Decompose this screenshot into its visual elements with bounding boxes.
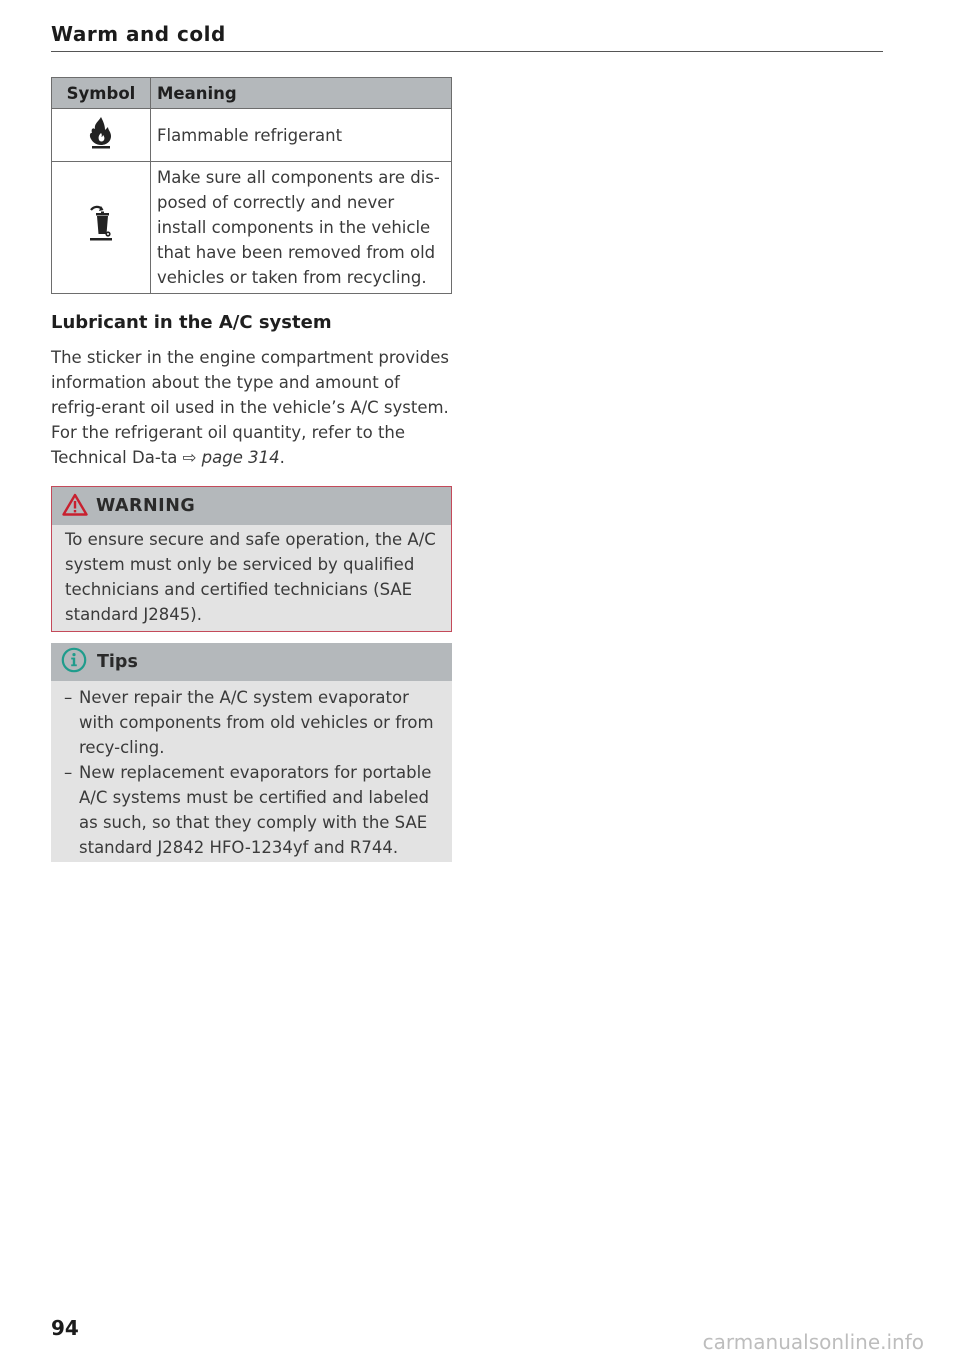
tip-text: New replacement evaporators for portable A/C systems must be certified and labeled as such, so that they comply with the SAE standard J2842 HFO-1234yf and R744. [79, 763, 432, 857]
tips-header [51, 643, 452, 681]
table-header-row [52, 78, 452, 109]
info-circle-icon [61, 647, 87, 677]
header-divider [51, 51, 883, 52]
list-bullet: – [64, 688, 73, 707]
warning-box [51, 486, 452, 632]
list-bullet: – [64, 763, 73, 782]
watermark: carmanualsonline.info [702, 1330, 924, 1354]
page-number: 94 [51, 1316, 79, 1340]
lubricant-body-text: The sticker in the engine compartment provides information about the type and amount of refrig-erant oil used in the vehicle’s A/C system. For the refrigerant oil quantity, refer to the Technical Da-ta [51, 348, 449, 467]
tips-list [51, 681, 452, 862]
tip-text: Never repair the A/C system evaporator with components from old vehicles or from recy-cling. [79, 688, 434, 757]
symbol-cell [52, 109, 151, 162]
column-header-meaning: Meaning [151, 78, 452, 109]
lubricant-body-suffix: . [279, 448, 285, 467]
recycling-bin-icon [84, 229, 118, 248]
page-reference-link[interactable]: ⇨ page 314 [182, 448, 280, 467]
list-item [64, 685, 440, 760]
table-row [52, 109, 452, 162]
page-header-title: Warm and cold [51, 22, 226, 46]
lubricant-paragraph [51, 345, 452, 470]
list-item [64, 760, 440, 860]
warning-header [52, 487, 451, 525]
main-column [51, 77, 452, 862]
warning-triangle-icon [62, 493, 88, 520]
warning-text: To ensure secure and safe operation, the A/C system must only be serviced by qualified technicians and certified technicians (SAE standard J2845). [65, 530, 436, 624]
column-header-symbol: Symbol [52, 78, 151, 109]
section-heading-lubricant: Lubricant in the A/C system [51, 312, 332, 333]
symbol-meaning-table [51, 77, 452, 294]
tips-box [51, 643, 452, 862]
meaning-cell: Flammable refrigerant [151, 109, 452, 162]
warning-title: WARNING [96, 496, 196, 516]
meaning-cell: Make sure all components are dis-posed of correctly and never install components in the vehicle that have been removed from old vehicles or taken from recycling. [151, 162, 452, 294]
flammable-flame-icon [86, 134, 116, 153]
symbol-cell [52, 162, 151, 294]
table-row [52, 162, 452, 294]
tips-title: Tips [97, 652, 138, 672]
